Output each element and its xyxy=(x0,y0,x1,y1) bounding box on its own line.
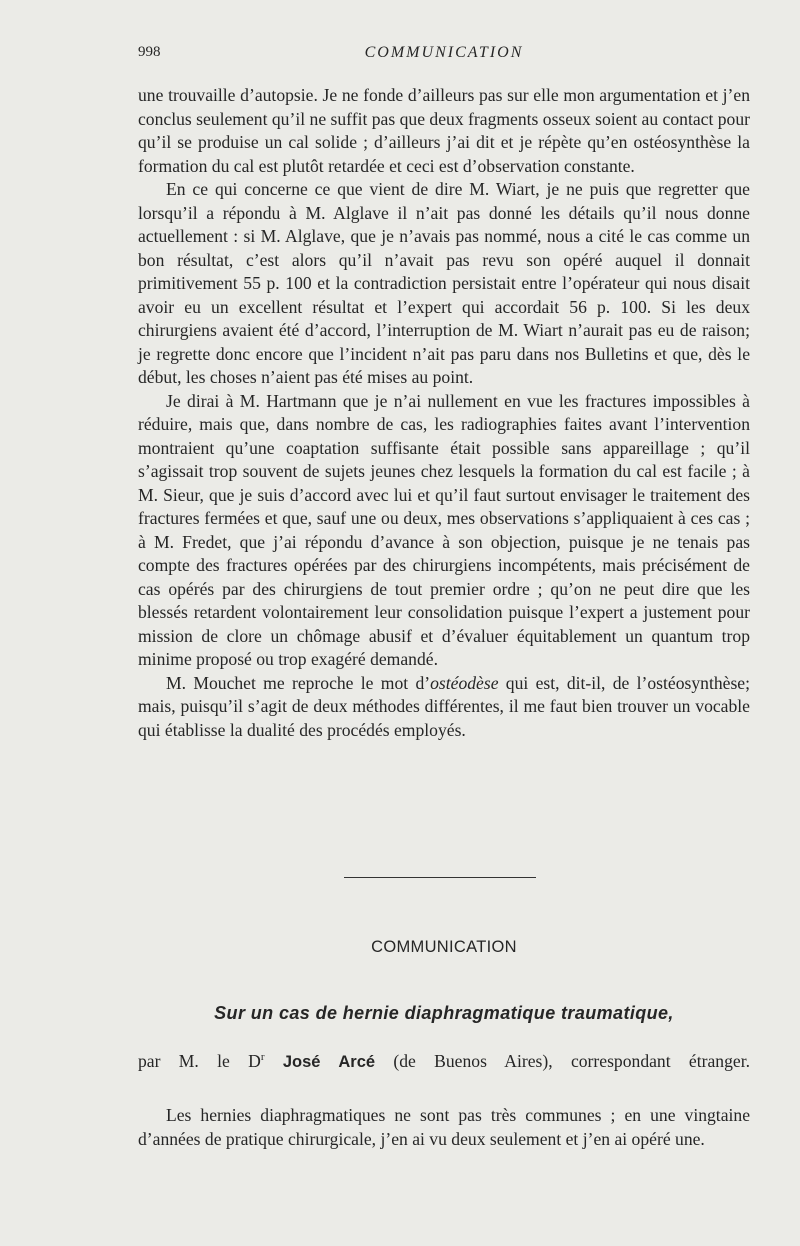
paragraph-4 xyxy=(138,672,750,743)
author-name: José Arcé xyxy=(282,1053,376,1071)
paragraph-4-start: M. Mouchet me reproche le mot d’ xyxy=(166,672,431,693)
section-heading: COMMUNICATION xyxy=(371,938,517,956)
italic-term: ostéodèse xyxy=(430,672,499,693)
byline-superscript: r xyxy=(260,1051,265,1064)
page-header xyxy=(138,44,750,68)
intro-text xyxy=(138,1104,750,1151)
paragraph-4-end: qui est, dit-il, de l’ostéosynthèse; mais, puisqu’il s’agit de deux méthodes différentes, il me faut bien trouver un vocable qui établisse la dualité des procédés employés. xyxy=(138,672,750,740)
byline-suffix: (de Buenos Aires), correspondant étranger. xyxy=(375,1051,750,1071)
paragraph-2: En ce qui concerne ce que vient de dire M. Wiart, je ne puis que regretter que lorsqu’il a répondu à M. Alglave il n’ait pas donné les détails qu’il nous donne actuellement : si M. Alglave, que je n’avais pas nommé, nous a cité le cas comme un bon résultat, c’est alors qu’il n’avait pas revu son opéré auquel il donnait primitivement 55 p. 100 et la contradiction persistait entre l’opérateur qui nous disait avoir eu un excellent résultat et l’expert qui accordait 56 p. 100. Si les deux chirurgiens avaient été d’accord, l’interruption de M. Wiart n’aurait pas eu de raison; je regrette donc encore que l’incident n’ait pas paru dans nos Bulletins et que, dès le début, les choses n’aient pas été mises au point. xyxy=(138,179,750,387)
body-text xyxy=(138,84,750,742)
paragraph-1: une trouvaille d’autopsie. Je ne fonde d’ailleurs pas sur elle mon argumentation et j’en conclus seulement qu’il ne suffit pas que deux fragments osseux soient au contact pour qu’il se produise un cal solide ; d’ailleurs j’ai dit et je répète qu’en ostéosynthèse la formation du cal est plutôt retardée et ceci est d’observation constante. xyxy=(138,85,750,176)
section-divider xyxy=(344,877,536,878)
page-number: 998 xyxy=(138,44,161,60)
article-title: Sur un cas de hernie diaphragmatique traumatique, xyxy=(214,1003,674,1023)
byline xyxy=(138,1051,750,1072)
intro-paragraph: Les hernies diaphragmatiques ne sont pas très communes ; en une vingtaine d’années de pratique chirurgicale, j’en ai vu deux seulement et j’en ai opéré une. xyxy=(138,1105,750,1149)
running-head: COMMUNICATION xyxy=(364,44,524,61)
paragraph-3: Je dirai à M. Hartmann que je n’ai nullement en vue les fractures impossibles à réduire, mais que, dans nombre de cas, les radiographies faites avant l’intervention montraient qu’une coaptation suffisante était possible sans appareillage ; qu’il s’agissait trop souvent de sujets jeunes chez lesquels la formation du cal est facile ; à M. Sieur, que je suis d’accord avec lui et qu’il faut surtout envisager le traitement des fractures fermées et que, sauf une ou deux, mes observations s’appliquaient à ces cas ; à M. Fredet, que j’ai répondu d’avance à son objection, puisque je ne tenais pas compte des fractures opérées par des chirurgiens incompétents, mais précisément de cas opérés par des chirurgiens de tout premier ordre ; qu’on ne peut dire que les blessés retardent volontairement leur consolidation puisque l’expert a justement pour mission de clore un chômage abusif et d’évaluer équitablement un quantum trop minime proposé ou trop exagéré demandé. xyxy=(138,390,750,669)
byline-prefix: par M. le D xyxy=(138,1051,261,1071)
